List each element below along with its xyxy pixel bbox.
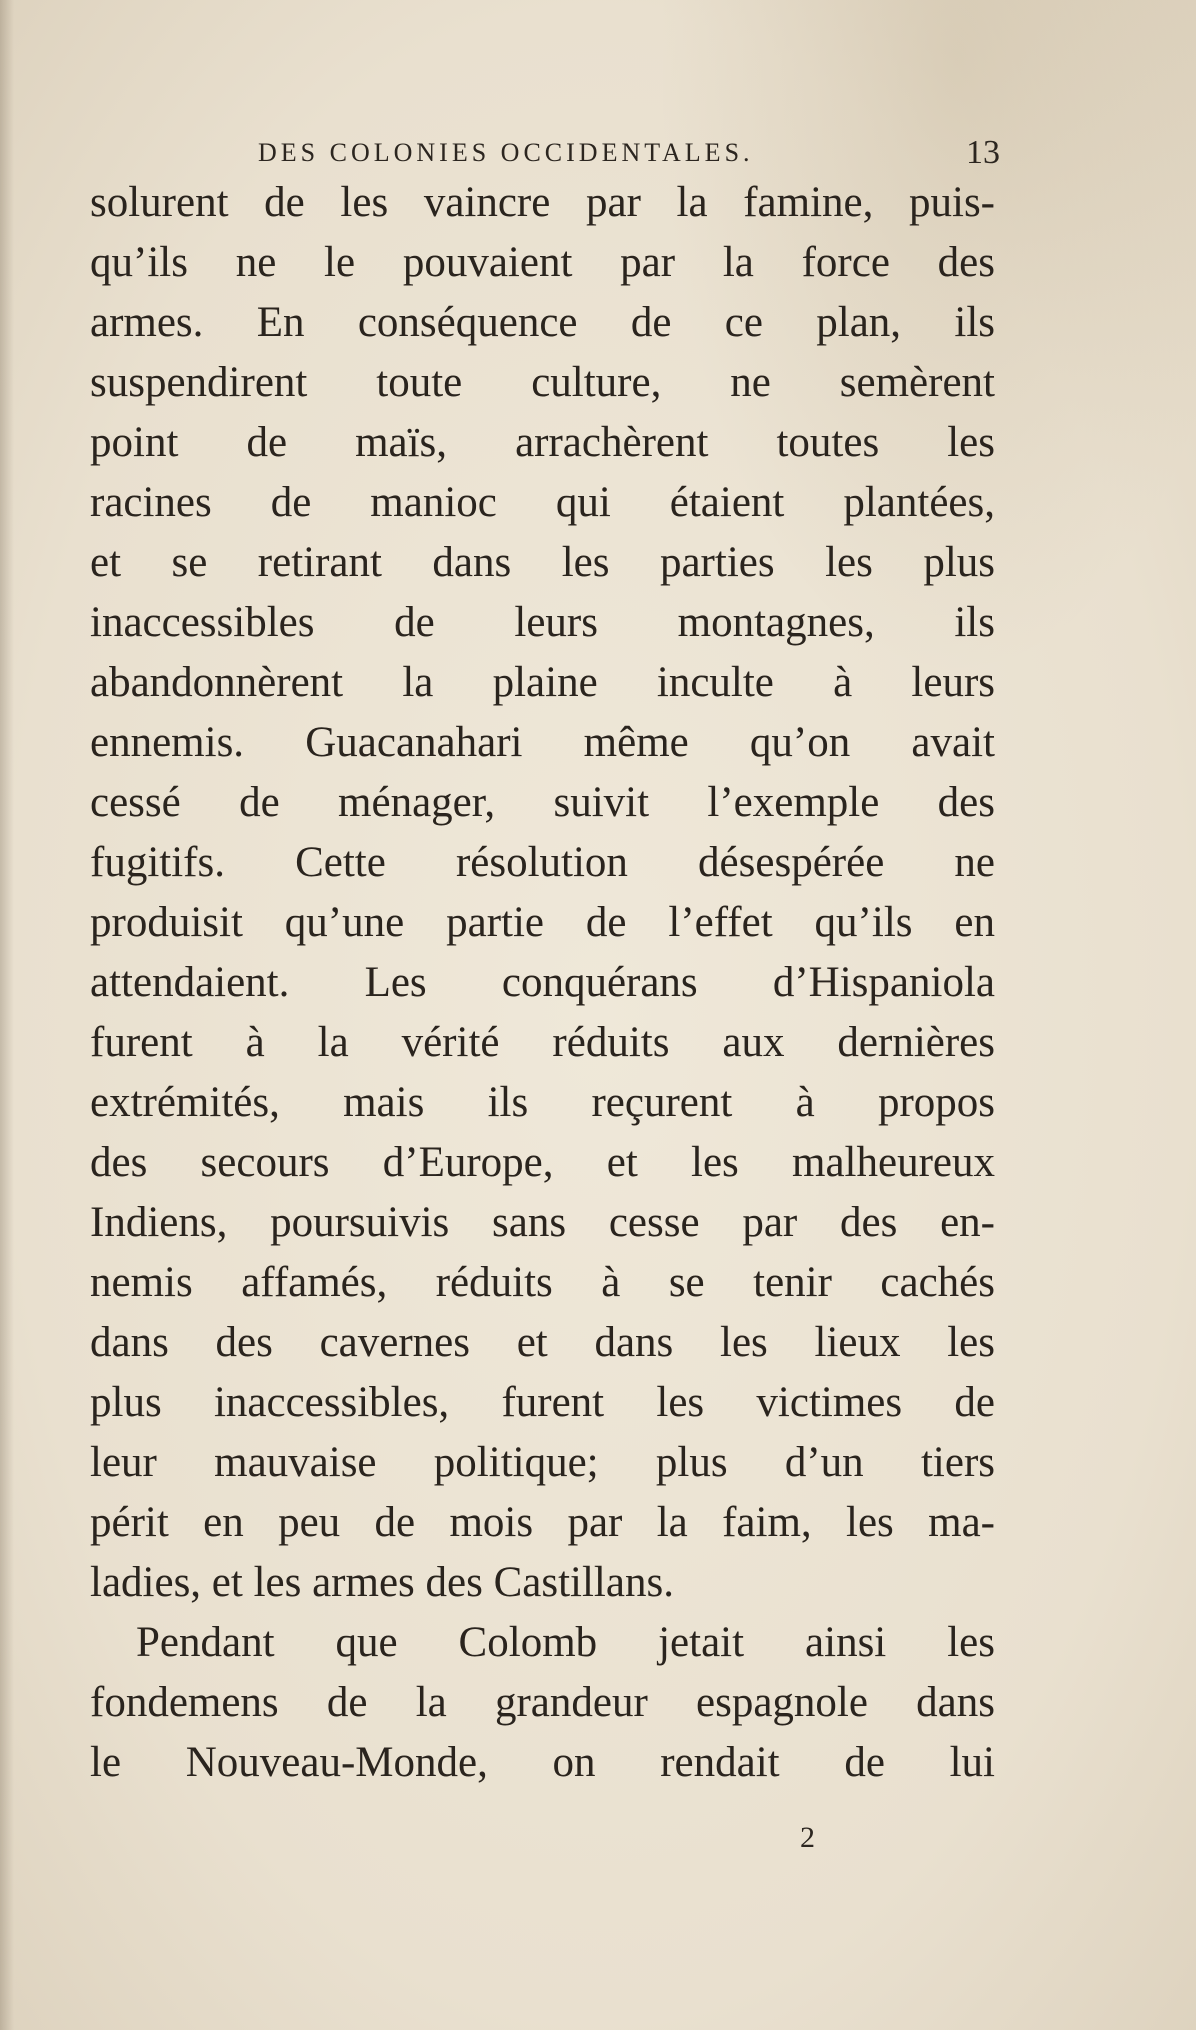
text-line: furent à la vérité réduits aux dernières	[90, 1019, 995, 1066]
text-line: attendaient. Les conquérans d’Hispaniola	[90, 959, 995, 1006]
text-line: armes. En conséquence de ce plan, ils	[90, 299, 995, 346]
text-line: inaccessibles de leurs montagnes, ils	[90, 599, 995, 646]
paragraph-last-line: ladies, et les armes des Castillans.	[90, 1559, 674, 1606]
page-edge-shadow	[0, 0, 14, 2030]
text-line: racines de manioc qui étaient plantées,	[90, 479, 995, 526]
running-head	[90, 133, 1000, 173]
text-line: ennemis. Guacanahari même qu’on avait	[90, 719, 995, 766]
text-line: périt en peu de mois par la faim, les ma-	[90, 1499, 995, 1546]
signature-mark: 2	[800, 1821, 815, 1854]
text-line: abandonnèrent la plaine inculte à leurs	[90, 659, 995, 706]
text-line: point de maïs, arrachèrent toutes les	[90, 419, 995, 466]
paragraph-first-line: Pendant que Colomb jetait ainsi les	[136, 1619, 995, 1666]
running-title: DES COLONIES OCCIDENTALES.	[258, 138, 754, 167]
text-line: des secours d’Europe, et les malheureux	[90, 1139, 995, 1186]
text-line: dans des cavernes et dans les lieux les	[90, 1319, 995, 1366]
page-number: 13	[966, 134, 1000, 171]
text-line: extrémités, mais ils reçurent à propos	[90, 1079, 995, 1126]
text-line: et se retirant dans les parties les plus	[90, 539, 995, 586]
text-line: produisit qu’une partie de l’effet qu’ils en	[90, 899, 995, 946]
text-line: fondemens de la grandeur espagnole dans	[90, 1679, 995, 1726]
text-line: Indiens, poursuivis sans cesse par des en-	[90, 1199, 995, 1246]
body-text	[90, 173, 995, 1793]
text-line: qu’ils ne le pouvaient par la force des	[90, 239, 995, 286]
text-line: cessé de ménager, suivit l’exemple des	[90, 779, 995, 826]
text-line: suspendirent toute culture, ne semèrent	[90, 359, 995, 406]
text-line: le Nouveau-Monde, on rendait de lui	[90, 1739, 995, 1786]
text-line: plus inaccessibles, furent les victimes de	[90, 1379, 995, 1426]
text-line: fugitifs. Cette résolution désespérée ne	[90, 839, 995, 886]
text-line: solurent de les vaincre par la famine, puis-	[90, 179, 995, 226]
text-line: nemis affamés, réduits à se tenir cachés	[90, 1259, 995, 1306]
text-line: leur mauvaise politique; plus d’un tiers	[90, 1439, 995, 1486]
